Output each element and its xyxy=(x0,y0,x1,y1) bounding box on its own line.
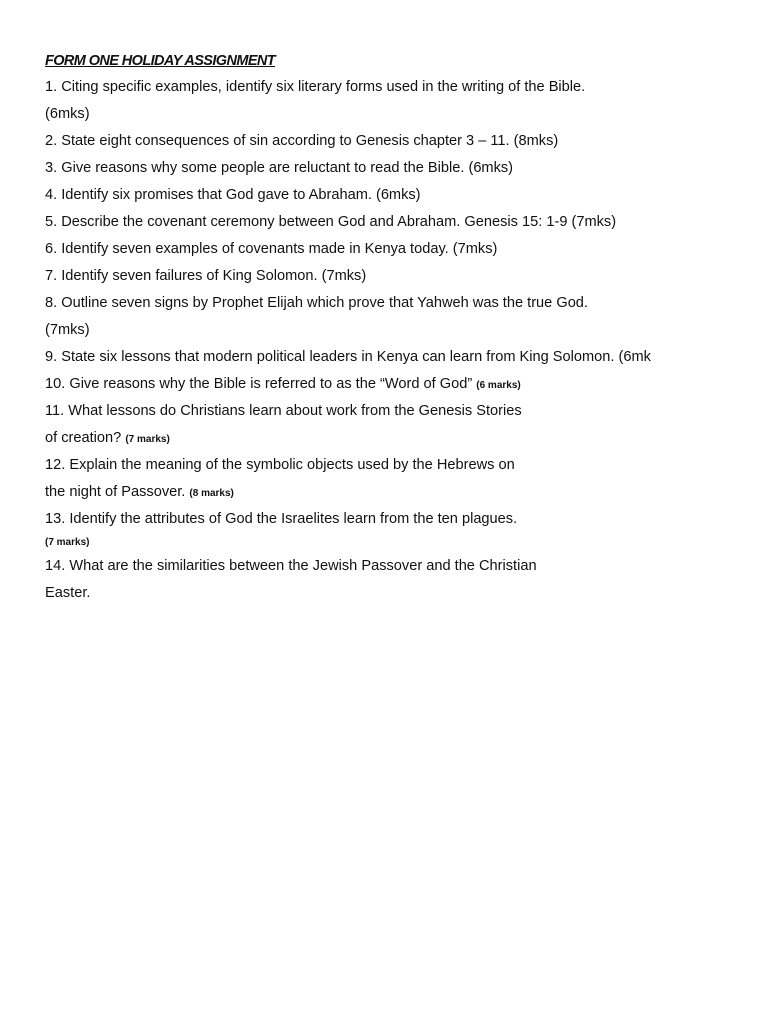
question-3: 3. Give reasons why some people are reluctant to read the Bible. (6mks) xyxy=(45,160,514,176)
question-2: 2. State eight consequences of sin according to Genesis chapter 3 – 11. (8mks) xyxy=(45,133,559,149)
question-1-marks: (6mks) xyxy=(45,106,90,122)
question-10 xyxy=(45,371,745,398)
question-8-marks: (7mks) xyxy=(45,322,90,338)
question-13-marks: (7 marks) xyxy=(45,537,90,548)
question-11: 11. What lessons do Christians learn about work from the Genesis Stories xyxy=(45,403,522,419)
question-4: 4. Identify six promises that God gave to Abraham. (6mks) xyxy=(45,187,421,203)
question-10-text: 10. Give reasons why the Bible is referred to as the “Word of God” xyxy=(45,376,473,392)
document-title: FORM ONE HOLIDAY ASSIGNMENT xyxy=(45,53,276,69)
question-10-marks: (6 marks) xyxy=(476,380,521,391)
question-11-marks: (7 marks) xyxy=(125,434,170,445)
question-11-text: of creation? xyxy=(45,430,122,446)
question-8: 8. Outline seven signs by Prophet Elijah which prove that Yahweh was the true God. xyxy=(45,295,588,311)
question-12-continued xyxy=(45,479,745,506)
question-9: 9. State six lessons that modern political leaders in Kenya can learn from King Solomon. (6mk xyxy=(45,349,651,365)
question-11-continued xyxy=(45,425,745,452)
question-12: 12. Explain the meaning of the symbolic objects used by the Hebrews on xyxy=(45,457,515,473)
question-12-text: the night of Passover. xyxy=(45,484,186,500)
question-6: 6. Identify seven examples of covenants made in Kenya today. (7mks) xyxy=(45,241,498,257)
question-13: 13. Identify the attributes of God the Israelites learn from the ten plagues. xyxy=(45,511,518,527)
question-1: 1. Citing specific examples, identify six literary forms used in the writing of the Bible. xyxy=(45,79,586,95)
question-7: 7. Identify seven failures of King Solomon. (7mks) xyxy=(45,268,367,284)
assignment-document xyxy=(45,50,745,607)
question-12-marks: (8 marks) xyxy=(189,488,234,499)
question-14: 14. What are the similarities between the Jewish Passover and the Christian xyxy=(45,558,537,574)
question-14-continued: Easter. xyxy=(45,585,91,601)
question-5: 5. Describe the covenant ceremony between God and Abraham. Genesis 15: 1-9 (7mks) xyxy=(45,214,617,230)
